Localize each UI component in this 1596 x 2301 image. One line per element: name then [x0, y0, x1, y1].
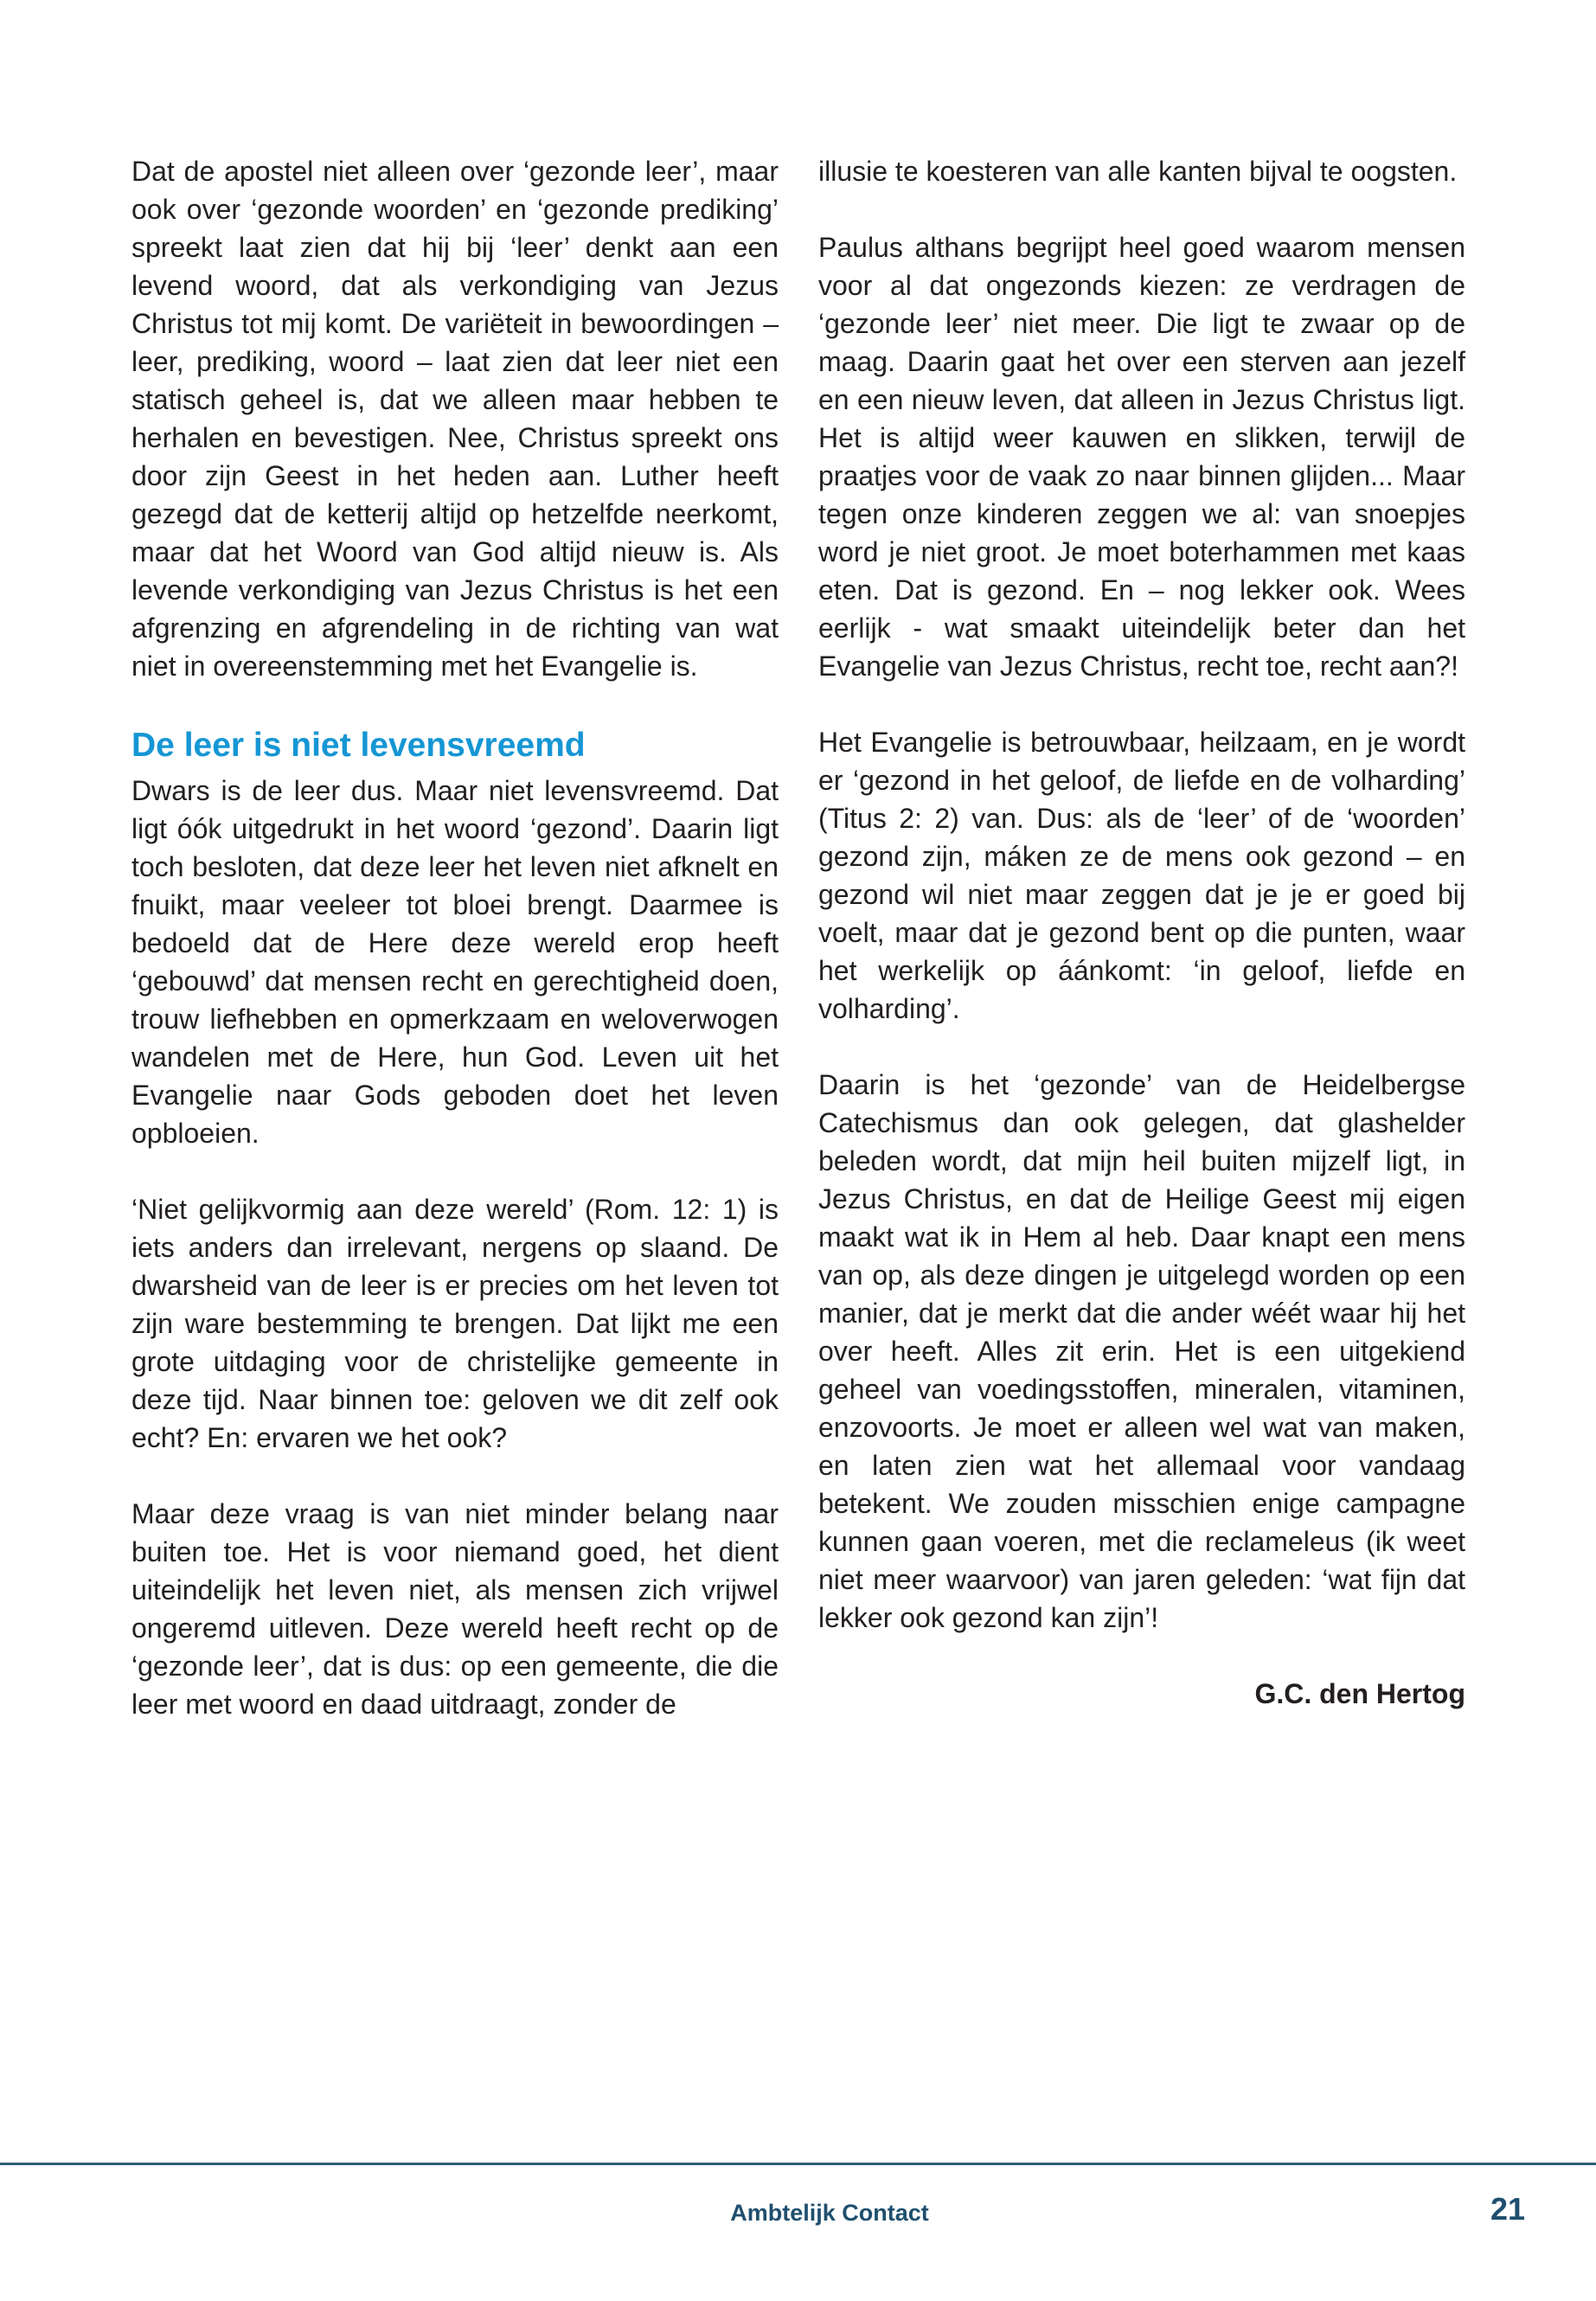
page-number: 21 [1490, 2191, 1525, 2227]
footer-divider [0, 2163, 1596, 2165]
author-signature: G.C. den Hertog [1254, 1678, 1465, 1709]
body-paragraph: Het Evangelie is betrouwbaar, heilzaam, en je wordt er ‘gezond in het geloof, de liefde en de volharding’ (Titus 2: 2) van. Dus: als de ‘leer’ of de ‘woorden’ gezond zijn, máken ze de mens ook gezond – en gezond wil niet maar zeggen dat je je er goed bij voelt, maar dat je gezond bent op die punten, waar het werkelijk op áánkomt: ‘in geloof, liefde en volharding’. [818, 727, 1465, 1024]
body-paragraph: ‘Niet gelijkvormig aan deze wereld’ (Rom. 12: 1) is iets anders dan irrelevant, nergens op slaand. De dwarsheid van de leer is er precies om het leven tot zijn ware bestemming te brengen. Dat lijkt me een grote uitdaging voor de christelijke gemeente in deze tijd. Naar binnen toe: geloven we dit zelf ook echt? En: ervaren we het ook? [131, 1194, 779, 1453]
body-paragraph: Dat de apostel niet alleen over ‘gezonde leer’, maar ook over ‘gezonde woorden’ en ‘gezonde prediking’ spreekt laat zien dat hij bij ‘leer’ denkt aan een levend woord, dat als verkondiging van Jezus Christus tot mij komt. De variëteit in bewoordingen – leer, prediking, woord – laat zien dat leer niet een statisch geheel is, dat we alleen maar hebben te herhalen en bevestigen. Nee, Christus spreekt ons door zijn Geest in het heden aan. Luther heeft gezegd dat de ketterij altijd op hetzelfde neerkomt, maar dat het Woord van God altijd nieuw is. Als levende verkondiging van Jezus Christus is het een afgrenzing en afgrendeling in de richting van wat niet in overeenstemming met het Evangelie is. [131, 156, 779, 682]
body-paragraph: Daarin is het ‘gezonde’ van de Heidelbergse Catechismus dan ook gelegen, dat glashelder beleden wordt, dat mijn heil buiten mijzelf ligt, in Jezus Christus, en dat de Heilige Geest mij eigen maakt wat ik in Hem al heb. Daar knapt een mens van op, als deze dingen je uitgelegd worden op een manier, dat je merkt dat die ander wéét waar hij het over heeft. Alles zit erin. Het is een uitgekiend geheel van voedingsstoffen, mineralen, vitaminen, enzovoorts. Je moet er alleen wel wat van maken, en laten zien wat het allemaal voor vandaag betekent. We zouden misschien enige campagne kunnen gaan voeren, met die reclameleus (ik weet niet meer waarvoor) van jaren geleden: ‘wat fijn dat lekker ook gezond kan zijn’! [818, 1069, 1465, 1633]
left-column [131, 152, 779, 1723]
section-heading: De leer is niet levensvreemd [131, 727, 586, 764]
body-paragraph: Maar deze vraag is van niet minder belang naar buiten toe. Het is voor niemand goed, het dient uiteindelijk het leven niet, als mensen zich vrijwel ongeremd uitleven. Deze wereld heeft recht op de ‘gezonde leer’, dat is dus: op een gemeente, die die leer met woord en daad uitdraagt, zonder de [131, 1498, 779, 1720]
footer-publication-title: Ambtelijk Contact [730, 2200, 929, 2226]
body-paragraph: Paulus althans begrijpt heel goed waarom mensen voor al dat ongezonds kiezen: ze verdragen de ‘gezonde leer’ niet meer. Die ligt te zwaar op de maag. Daarin gaat het over een sterven aan jezelf en een nieuw leven, dat alleen in Jezus Christus ligt. Het is altijd weer kauwen en slikken, terwijl de praatjes voor de vaak zo naar binnen glijden... Maar tegen onze kinderen zeggen we al: van snoepjes word je niet groot. Je moet boterhammen met kaas eten. Dat is gezond. En – nog lekker ook. Wees eerlijk - wat smaakt uiteindelijk beter dan het Evangelie van Jezus Christus, recht toe, recht aan?! [818, 232, 1465, 682]
body-paragraph: Dwars is de leer dus. Maar niet levensvreemd. Dat ligt óók uitgedrukt in het woord ‘gezond’. Daarin ligt toch besloten, dat deze leer het leven niet afknelt en fnuikt, maar veeleer tot bloei brengt. Daarmee is bedoeld dat de Here deze wereld erop heeft ‘gebouwd’ dat mensen recht en gerechtigheid doen, trouw liefhebben en opmerkzaam en weloverwogen wandelen met de Here, hun God. Leven uit het Evangelie naar Gods geboden doet het leven opbloeien. [131, 775, 779, 1149]
right-column [818, 152, 1465, 1713]
body-paragraph: illusie te koesteren van alle kanten bijval te oogsten. [818, 156, 1458, 187]
